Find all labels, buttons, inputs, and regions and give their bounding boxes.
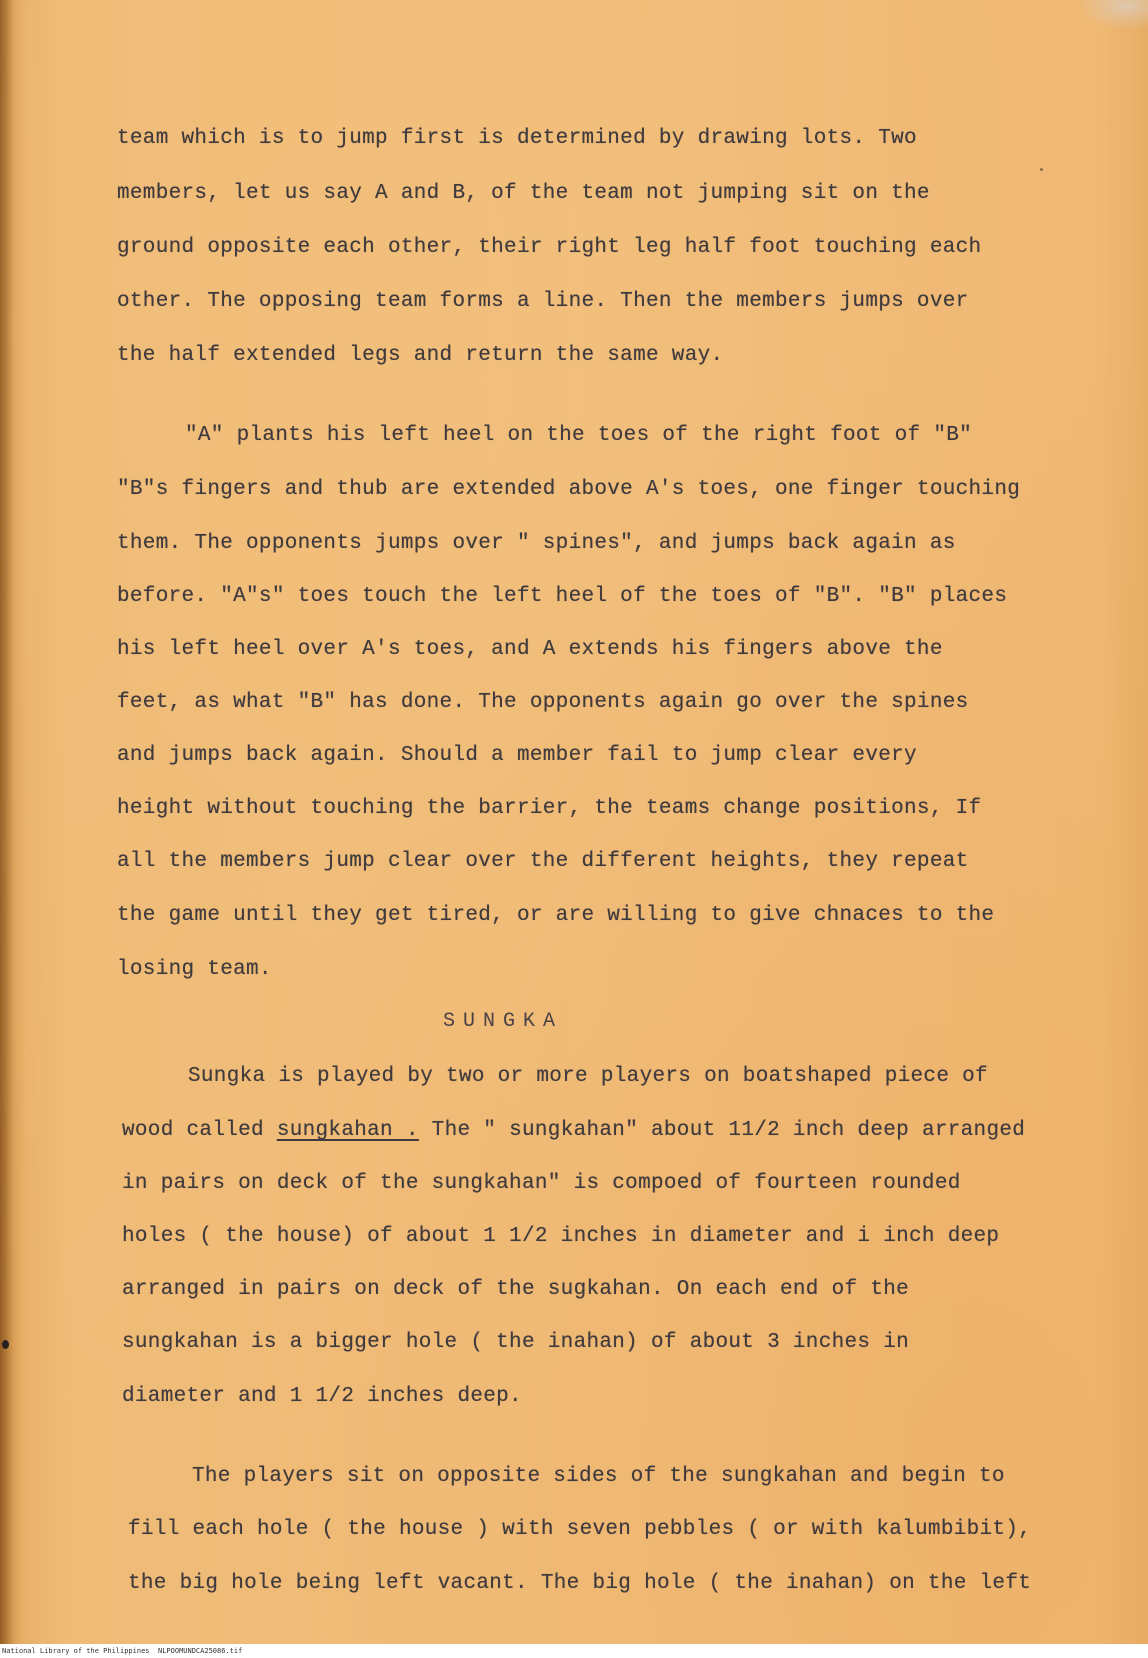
text-line: in pairs on deck of the sungkahan" is compoed of fourteen rounded: [122, 1172, 961, 1195]
footer-filename: NLPOOMUNDCA25086.tif: [158, 1647, 243, 1655]
text-line: height without touching the barrier, the teams change positions, If: [117, 797, 982, 820]
section-heading: SUNGKA: [443, 1010, 564, 1033]
text-line: members, let us say A and B, of the team not jumping sit on the: [117, 182, 930, 205]
text-line: fill each hole ( the house ) with seven pebbles ( or with kalumbibit),: [128, 1518, 1032, 1541]
text-line: [122, 1119, 1025, 1142]
text-line: other. The opposing team forms a line. Then the members jumps over: [117, 290, 969, 313]
ink-dot: [2, 1340, 9, 1349]
text-line: arranged in pairs on deck of the sugkahan. On each end of the: [122, 1278, 910, 1301]
text-line: and jumps back again. Should a member fail to jump clear every: [117, 744, 917, 767]
text-line: his left heel over A's toes, and A extends his fingers above the: [117, 638, 943, 661]
text-line: "A" plants his left heel on the toes of the right foot of "B": [185, 424, 973, 447]
text-line: the big hole being left vacant. The big hole ( the inahan) on the left: [128, 1572, 1032, 1595]
ink-dot: [1040, 168, 1043, 171]
text-line: the half extended legs and return the same way.: [117, 344, 724, 367]
text-line: sungkahan is a bigger hole ( the inahan) of about 3 inches in: [122, 1331, 910, 1354]
text-fragment: wood called: [122, 1119, 277, 1142]
text-fragment: The " sungkahan" about 11/2 inch deep arranged: [418, 1119, 1026, 1142]
text-line: the game until they get tired, or are willing to give chnaces to the: [117, 904, 995, 927]
text-line: Sungka is played by two or more players on boatshaped piece of: [188, 1065, 988, 1088]
text-line: before. "A"s" toes touch the left heel of the toes of "B". "B" places: [117, 585, 1008, 608]
text-line: them. The opponents jumps over " spines", and jumps back again as: [117, 532, 956, 555]
text-line: holes ( the house) of about 1 1/2 inches in diameter and i inch deep: [122, 1225, 1000, 1248]
text-line: team which is to jump first is determined by drawing lots. Two: [117, 127, 917, 150]
text-line: feet, as what "B" has done. The opponents again go over the spines: [117, 691, 969, 714]
text-line: diameter and 1 1/2 inches deep.: [122, 1385, 522, 1408]
corner-smudge: [1078, 0, 1148, 30]
binding-shadow: [0, 0, 14, 1644]
text-line: losing team.: [117, 958, 272, 981]
archive-footer: [0, 1644, 1148, 1658]
text-line: all the members jump clear over the different heights, they repeat: [117, 850, 969, 873]
text-line: "B"s fingers and thub are extended above A's toes, one finger touching: [117, 478, 1021, 501]
footer-source: National Library of the Philippines: [2, 1647, 150, 1655]
text-line: The players sit on opposite sides of the sungkahan and begin to: [192, 1465, 1005, 1488]
term-sungkahan: sungkahan .: [276, 1119, 419, 1142]
text-line: ground opposite each other, their right leg half foot touching each: [117, 236, 982, 259]
